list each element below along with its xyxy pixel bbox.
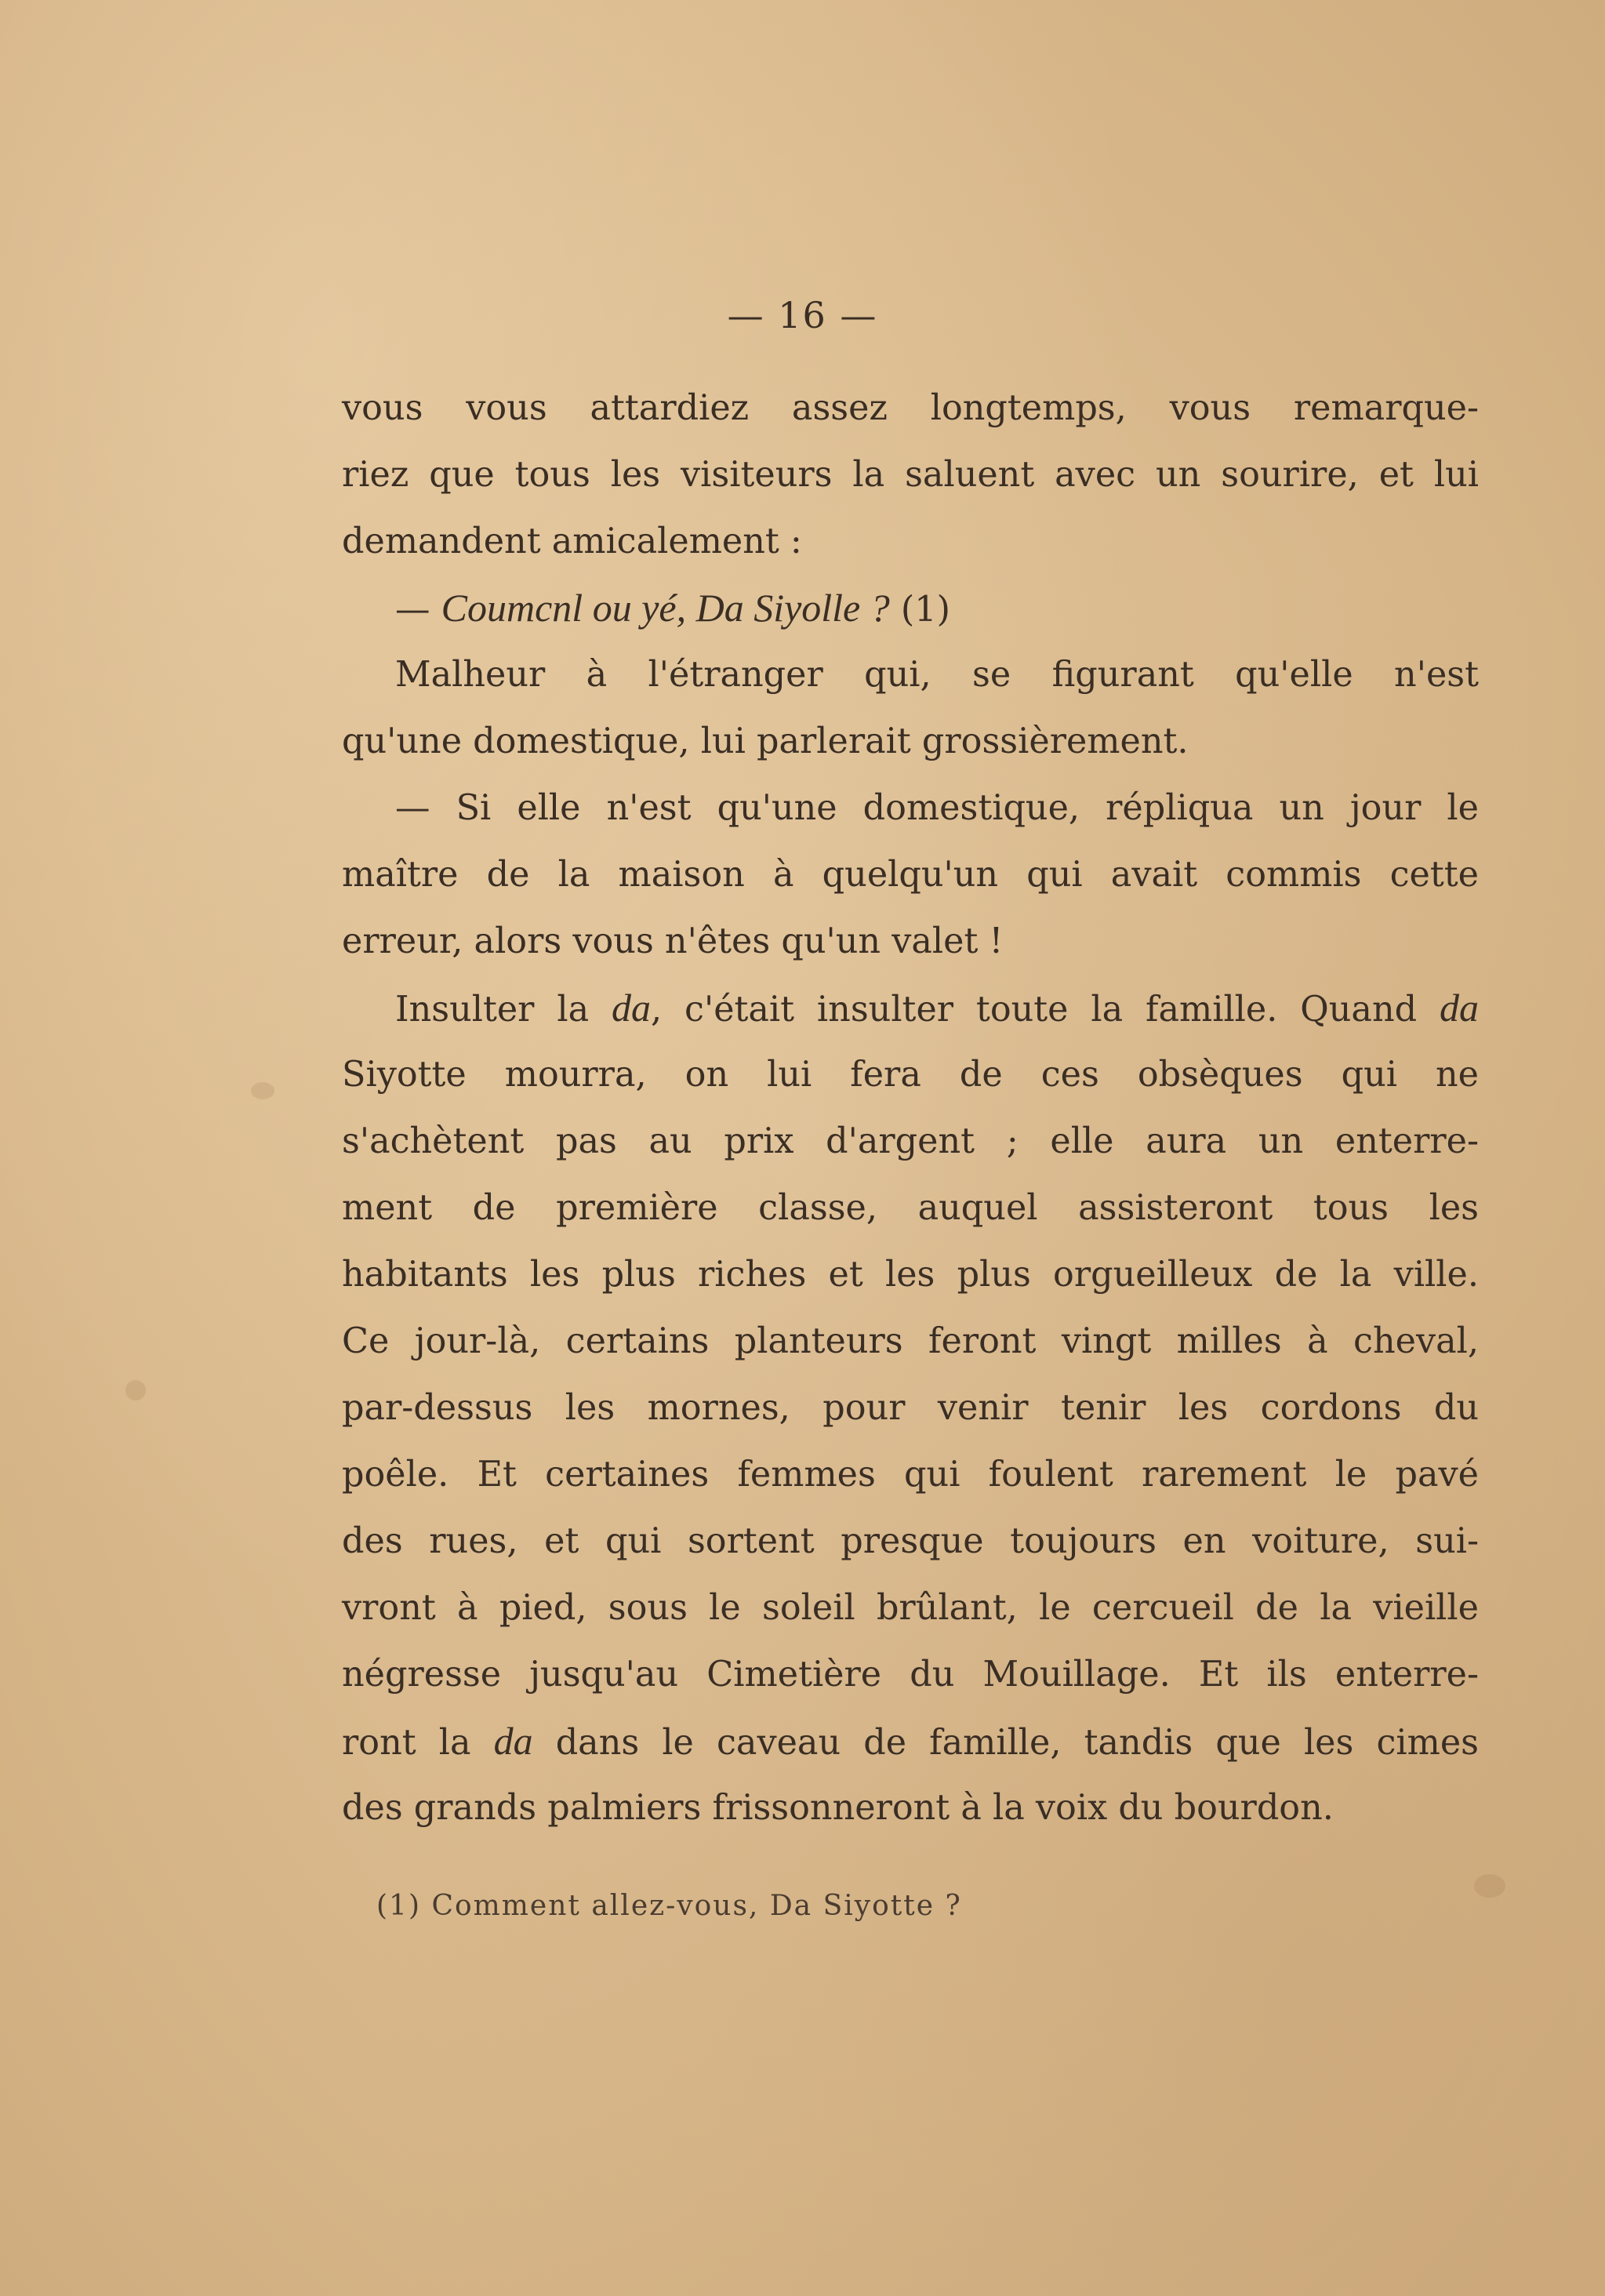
text-line: des grands palmiers frissonneront à la voix du bourdon. [342,1788,1334,1828]
text-segment: dans le caveau de famille, tandis que les cimes [532,1723,1479,1763]
text-segment: , c'était insulter toute la famille. Quand [651,990,1440,1030]
footnote: (1) Comment allez-vous, Da Siyotte ? [376,1890,962,1922]
paper-stain [251,1082,274,1099]
italic-da: da [493,1719,533,1763]
text-line: maître de la maison à quelqu'un qui avait commis cette [342,855,1479,895]
text-line: s'achètent pas au prix d'argent ; elle aura un enterre- [342,1121,1479,1161]
text-line: riez que tous les visiteurs la saluent avec un sourire, et lui [342,455,1479,495]
text-line: vous vous attardiez assez longtemps, vous remarque- [342,388,1479,428]
creole-greeting: Coumcnl ou yé, Da Siyolle ? [441,586,890,630]
text-line: demandent amicalement : [342,521,802,561]
footnote-ref: (1) [889,590,950,630]
text-line: Siyotte mourra, on lui fera de ces obsèques qui ne [342,1055,1479,1095]
text-segment: Insulter la [395,990,612,1030]
paper-stain [125,1380,146,1400]
body-text [342,375,1479,1841]
text-line: Malheur à l'étranger qui, se figurant qu'elle n'est [395,655,1479,695]
text-line-ront [342,1708,1479,1775]
text-line: qu'une domestique, lui parlerait grossièrement. [342,721,1189,761]
dialogue-line [342,575,1479,641]
text-line: — Si elle n'est qu'une domestique, répliqua un jour le [395,788,1479,828]
page-number: — 16 — [727,294,878,336]
text-line-insulter [342,975,1479,1041]
text-segment: ront la [342,1723,494,1763]
dialogue-dash: — [395,590,441,630]
paper-stain [1474,1874,1505,1898]
italic-da: da [1440,986,1479,1030]
text-line: habitants les plus riches et les plus orgueilleux de la ville. [342,1255,1479,1295]
text-line: erreur, alors vous n'êtes qu'un valet ! [342,921,1004,961]
italic-da: da [612,986,651,1030]
text-line: Ce jour-là, certains planteurs feront vingt milles à cheval, [342,1321,1479,1361]
text-line: par-dessus les mornes, pour venir tenir les cordons du [342,1388,1479,1428]
text-line: poêle. Et certaines femmes qui foulent rarement le pavé [342,1455,1479,1495]
text-line: vront à pied, sous le soleil brûlant, le cercueil de la vieille [342,1588,1479,1628]
text-line: des rues, et qui sortent presque toujours en voiture, sui- [342,1521,1479,1561]
text-line: ment de première classe, auquel assisteront tous les [342,1188,1479,1228]
text-line: négresse jusqu'au Cimetière du Mouillage. Et ils enterre- [342,1655,1479,1695]
